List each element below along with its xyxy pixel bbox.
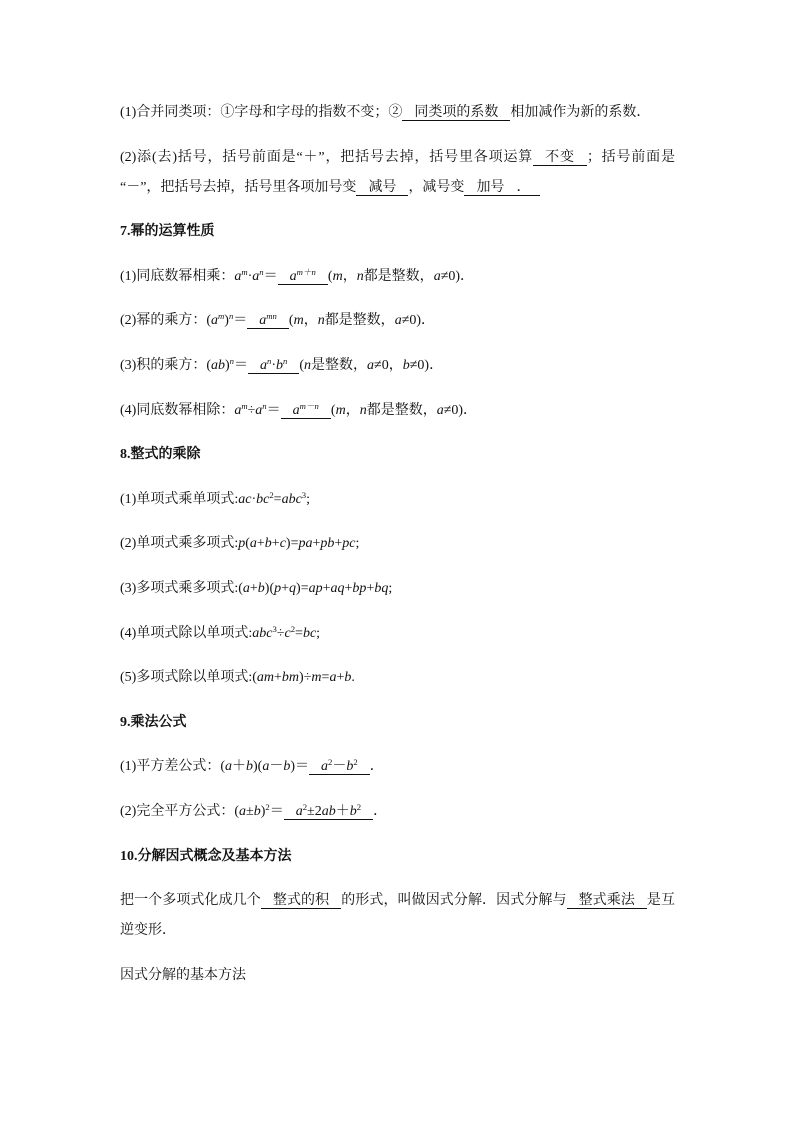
superscript: 2: [269, 489, 274, 500]
text-run: ·: [271, 357, 277, 373]
text-run: (3)积的乘方：(: [120, 357, 211, 373]
superscript-variable: m: [241, 400, 248, 411]
math-variable: c: [284, 625, 291, 641]
text-line: [120, 396, 675, 426]
text-run: ;: [316, 625, 321, 641]
text-run: ＝: [269, 803, 284, 819]
math-variable: pc: [342, 536, 356, 552]
text-run: ;: [355, 536, 360, 552]
text-run: 的形式，叫做因式分解．因式分解与: [341, 893, 567, 909]
paragraph: [120, 886, 675, 946]
text-line: [120, 574, 675, 604]
paragraph: [120, 396, 675, 426]
math-variable: a: [321, 759, 328, 775]
text-run: (2)完全平方公式：(: [120, 803, 239, 819]
text-line: [120, 351, 675, 381]
superscript-variable: mn: [266, 311, 277, 322]
math-variable: pb: [320, 536, 335, 552]
math-variable: m: [293, 313, 304, 329]
math-variable: a: [211, 313, 218, 329]
text-run: +: [366, 580, 375, 596]
answer-blank: [309, 759, 370, 775]
text-run: (5)多项式除以单项式:(: [120, 670, 257, 686]
math-variable: a: [436, 402, 444, 418]
superscript: 2: [265, 802, 270, 813]
math-variable: a: [239, 803, 246, 819]
math-variable: n: [317, 313, 325, 329]
paragraph: [120, 98, 675, 128]
math-variable: bp: [352, 580, 367, 596]
math-variable: a: [329, 670, 337, 686]
text-run: 减号: [368, 179, 397, 195]
math-variable: a: [225, 759, 232, 775]
section-heading: 9.乘法公式: [120, 714, 187, 730]
text-run: ＝: [233, 313, 248, 329]
text-line: [120, 173, 675, 203]
superscript-variable: m＋n: [296, 267, 316, 278]
text-run: ，: [303, 313, 318, 329]
math-variable: a: [252, 268, 260, 284]
answer-blank: [464, 180, 516, 196]
text-line: [120, 663, 675, 693]
text-run: ≠0)．: [443, 402, 478, 418]
text-line: [120, 916, 675, 946]
text-run: ·: [251, 491, 257, 507]
math-variable: bq: [374, 580, 389, 596]
math-variable: m: [332, 268, 343, 284]
math-variable: ab: [321, 803, 336, 819]
superscript: 2: [328, 757, 333, 768]
paragraph: [120, 797, 675, 827]
superscript-variable: n: [228, 311, 234, 322]
math-variable: a: [433, 268, 441, 284]
text-run: )(: [264, 580, 275, 596]
math-variable: n: [359, 402, 367, 418]
text-run: +: [334, 536, 343, 552]
paragraph: [120, 663, 675, 693]
math-variable: b: [402, 357, 410, 373]
text-run: 把一个多项式化成几个: [120, 893, 261, 909]
math-variable: a: [249, 536, 257, 552]
text-run: (: [245, 536, 250, 552]
math-variable: ac: [238, 491, 252, 507]
superscript: 2: [353, 757, 358, 768]
text-line: [120, 98, 675, 128]
text-run: +: [271, 536, 280, 552]
text-run: 是互: [646, 893, 676, 909]
text-run: .: [351, 670, 355, 686]
superscript: 2: [302, 802, 308, 813]
text-run: =: [321, 670, 330, 686]
text-line: [120, 752, 675, 782]
math-variable: b: [246, 759, 253, 775]
text-run: ≠0)．: [409, 357, 444, 373]
math-variable: ap: [308, 580, 323, 596]
superscript-variable: m: [241, 267, 248, 278]
math-variable: b: [264, 536, 272, 552]
math-variable: b: [346, 759, 354, 775]
answer-blank: [247, 313, 289, 329]
text-run: +: [249, 580, 258, 596]
text-line: [120, 619, 675, 649]
paragraph: [120, 351, 675, 381]
text-run: (4)单项式除以单项式:: [120, 625, 253, 641]
text-run: ＋: [335, 803, 350, 819]
text-run: “－”，把括号去掉，括号里各项加号变: [120, 179, 357, 195]
math-variable: a: [292, 402, 300, 418]
math-variable: m: [335, 402, 346, 418]
answer-blank: [567, 893, 647, 909]
text-run: ·: [247, 268, 253, 284]
text-run: +: [322, 580, 331, 596]
text-run: ≠0)．: [401, 313, 436, 329]
math-variable: aq: [330, 580, 345, 596]
answer-blank: [533, 150, 587, 166]
text-run: (1)同底数幂相乘：: [120, 268, 235, 284]
text-line: [120, 797, 675, 827]
text-run: 逆变形．: [120, 923, 176, 939]
text-run: +: [256, 536, 265, 552]
text-run: (1)单项式乘单项式:: [120, 491, 239, 507]
text-run: ．: [373, 803, 388, 819]
paragraph: [120, 752, 675, 782]
text-run: =: [273, 491, 282, 507]
text-line: [120, 961, 675, 991]
answer-blank: [402, 105, 510, 121]
text-run: )÷: [299, 670, 312, 686]
text-run: ): [225, 357, 230, 373]
math-variable: a: [394, 313, 402, 329]
superscript-variable: n: [259, 267, 264, 278]
text-run: (: [299, 357, 305, 373]
text-run: －: [332, 759, 347, 775]
math-variable: abc: [252, 625, 273, 641]
text-run: ±: [246, 803, 254, 819]
text-run: ＝: [266, 402, 281, 418]
math-variable: p: [274, 580, 282, 596]
text-line: [120, 886, 675, 916]
math-variable: a: [242, 580, 250, 596]
text-run: +: [312, 536, 321, 552]
superscript: 2: [356, 802, 362, 813]
math-variable: b: [276, 357, 284, 373]
text-run: 都是整数，: [324, 313, 395, 329]
math-variable: a: [262, 759, 270, 775]
text-run: ÷: [247, 402, 256, 418]
text-run: 因式分解的基本方法: [120, 967, 246, 983]
text-run: ＝: [263, 268, 278, 284]
superscript-variable: n: [229, 356, 235, 367]
text-run: ；括号前面是: [586, 149, 676, 165]
text-run: ，: [342, 268, 357, 284]
answer-blank: [284, 804, 373, 820]
text-run: ≠0)．: [440, 268, 475, 284]
math-variable: b: [257, 580, 265, 596]
text-run: +: [344, 580, 353, 596]
math-variable: ab: [211, 357, 225, 373]
math-variable: n: [304, 357, 312, 373]
math-variable: a: [255, 402, 263, 418]
text-run: 整式乘法: [578, 893, 635, 909]
text-run: 都是整数，: [363, 268, 434, 284]
text-run: ＝: [234, 357, 249, 373]
paragraph: [120, 485, 675, 515]
text-line: [120, 529, 675, 559]
text-run: ＋: [232, 759, 246, 775]
paragraph: [120, 143, 675, 203]
text-run: )=: [296, 580, 309, 596]
math-variable: bm: [281, 670, 300, 686]
math-variable: a: [234, 402, 242, 418]
math-variable: b: [253, 803, 261, 819]
superscript-variable: m－n: [299, 400, 319, 411]
text-run: (2)单项式乘多项式:: [120, 536, 239, 552]
text-run: ±2: [307, 803, 322, 819]
text-run: 同类项的系数: [414, 105, 499, 120]
math-variable: a: [259, 313, 267, 329]
math-variable: a: [260, 357, 268, 373]
text-run: 不变: [545, 149, 575, 165]
answer-blank: [261, 893, 341, 909]
text-run: ，减号变: [408, 179, 465, 195]
superscript: 2: [290, 623, 296, 634]
text-line: [120, 306, 675, 336]
text-run: +: [336, 670, 345, 686]
text-run: )=: [285, 536, 299, 552]
math-variable: pa: [298, 536, 313, 552]
answer-blank: [248, 358, 299, 374]
text-run: (: [330, 402, 336, 418]
superscript: 3: [301, 489, 307, 500]
paragraph: [120, 262, 675, 292]
section-heading: 10.分解因式概念及基本方法: [120, 848, 292, 864]
text-run: (2)幂的乘方：(: [120, 313, 211, 329]
text-run: (: [327, 268, 333, 284]
answer-blank: [278, 269, 328, 285]
text-run: (1)合并同类项：①字母和字母的指数不变；②: [120, 105, 403, 120]
superscript-variable: n: [283, 356, 288, 367]
section-heading: 8.整式的乘除: [120, 447, 201, 463]
math-variable: m: [311, 670, 322, 686]
math-variable: am: [256, 670, 275, 686]
text-run: 都是整数，: [366, 402, 437, 418]
paragraph: [120, 574, 675, 604]
text-run: 加号: [476, 179, 505, 195]
underlined-text: ．: [516, 180, 540, 196]
text-run: ，: [345, 402, 360, 418]
text-run: －: [269, 759, 284, 775]
math-variable: b: [283, 759, 291, 775]
text-run: (2)添(去)括号，括号前面是“＋”，把括号去掉，括号里各项运算: [120, 149, 534, 165]
text-run: ≠0，: [374, 357, 403, 373]
math-variable: q: [289, 580, 297, 596]
text-run: ): [224, 313, 229, 329]
text-line: [120, 485, 675, 515]
math-variable: bc: [256, 491, 270, 507]
text-run: (4)同底数幂相除：: [120, 402, 235, 418]
math-variable: a: [289, 268, 297, 284]
math-variable: bc: [302, 625, 317, 641]
text-run: =: [295, 625, 303, 641]
text-run: ;: [388, 580, 393, 596]
text-run: )(: [253, 759, 263, 775]
superscript-variable: m: [218, 311, 225, 322]
math-variable: a: [234, 268, 242, 284]
text-run: +: [281, 580, 290, 596]
math-variable: n: [356, 268, 364, 284]
paragraph: [120, 619, 675, 649]
text-run: (: [288, 313, 294, 329]
paragraph: [120, 961, 675, 991]
text-run: ): [260, 803, 266, 819]
text-run: )＝: [290, 759, 309, 775]
superscript-variable: n: [262, 400, 267, 411]
math-variable: b: [344, 670, 352, 686]
text-run: (3)多项式乘多项式:(: [120, 580, 243, 596]
text-line: [120, 262, 675, 292]
paragraph: [120, 306, 675, 336]
text-run: ÷: [276, 625, 285, 641]
text-run: 相加减作为新的系数．: [510, 105, 651, 120]
text-run: +: [274, 670, 282, 686]
math-variable: a: [367, 357, 375, 373]
math-variable: a: [295, 803, 303, 819]
math-variable: p: [238, 536, 246, 552]
section-heading: 7.幂的运算性质: [120, 224, 215, 240]
text-run: (1)平方差公式：(: [120, 759, 225, 775]
text-line: [120, 143, 675, 173]
text-run: ;: [306, 491, 311, 507]
text-run: ．: [369, 759, 384, 775]
text-run: 整式的积: [272, 893, 330, 909]
paragraph: [120, 529, 675, 559]
math-variable: b: [349, 803, 357, 819]
math-variable: abc: [281, 491, 302, 507]
superscript-variable: n: [267, 356, 272, 367]
answer-blank: [281, 400, 331, 419]
text-run: 是整数，: [311, 357, 368, 373]
superscript: 3: [272, 623, 277, 634]
math-variable: c: [279, 536, 286, 552]
answer-blank: [356, 180, 408, 196]
